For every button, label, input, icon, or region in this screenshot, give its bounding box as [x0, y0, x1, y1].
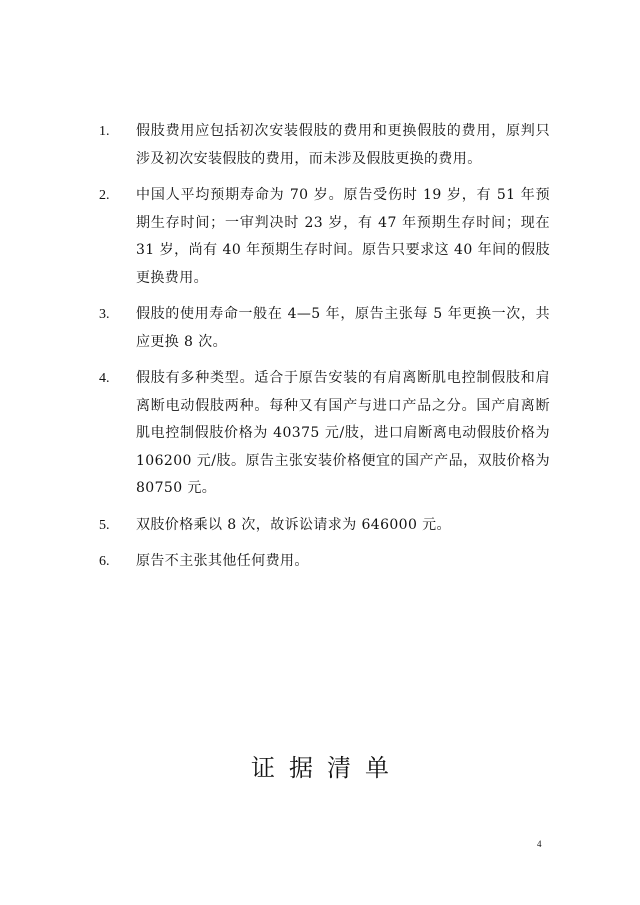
list-item-number: 4. — [99, 371, 110, 386]
list-item-number: 5. — [99, 517, 110, 533]
list-item-text: 原告不主张其他任何费用。 — [136, 553, 309, 569]
list-item-text: 假肢有多种类型。适合于原告安装的有肩离断肌电控制假肢和肩离断电动假肢两种。每种又有国产与进口产品之分。国产肩离断肌电控制假肢价格为 40375 元/肢，进口肩断离电动假肢价格为 106200 元/肢。原告主张安装价格便宜的国产产品，双肢价格为 80750 元。 — [136, 370, 550, 496]
list-item — [0, 182, 640, 292]
numbered-list — [0, 118, 640, 585]
list-item-text: 双肢价格乘以 8 次，故诉讼请求为 646000 元。 — [136, 516, 451, 533]
list-item-number: 2. — [99, 188, 110, 203]
list-item-number: 6. — [99, 554, 110, 569]
list-item — [0, 512, 640, 540]
list-item — [0, 301, 640, 356]
list-item — [0, 118, 640, 173]
list-item — [0, 365, 640, 503]
list-item-text: 假肢费用应包括初次安装假肢的费用和更换假肢的费用，原判只涉及初次安装假肢的费用，而未涉及假肢更换的费用。 — [136, 123, 550, 167]
list-item-number: 3. — [99, 307, 110, 322]
page-number: 4 — [537, 839, 542, 849]
section-heading: 证据清单 — [251, 754, 403, 782]
list-item-number: 1. — [99, 124, 110, 139]
list-item-text: 假肢的使用寿命一般在 4—5 年，原告主张每 5 年更换一次，共应更换 8 次。 — [136, 306, 550, 350]
list-item-text: 中国人平均预期寿命为 70 岁。原告受伤时 19 岁，有 51 年预期生存时间；一审判决时 23 岁，有 47 年预期生存时间；现在 31 岁，尚有 40 年预期生存时间。原告只要求这 40 年间的假肢更换费用。 — [136, 187, 550, 286]
list-item — [0, 548, 640, 576]
